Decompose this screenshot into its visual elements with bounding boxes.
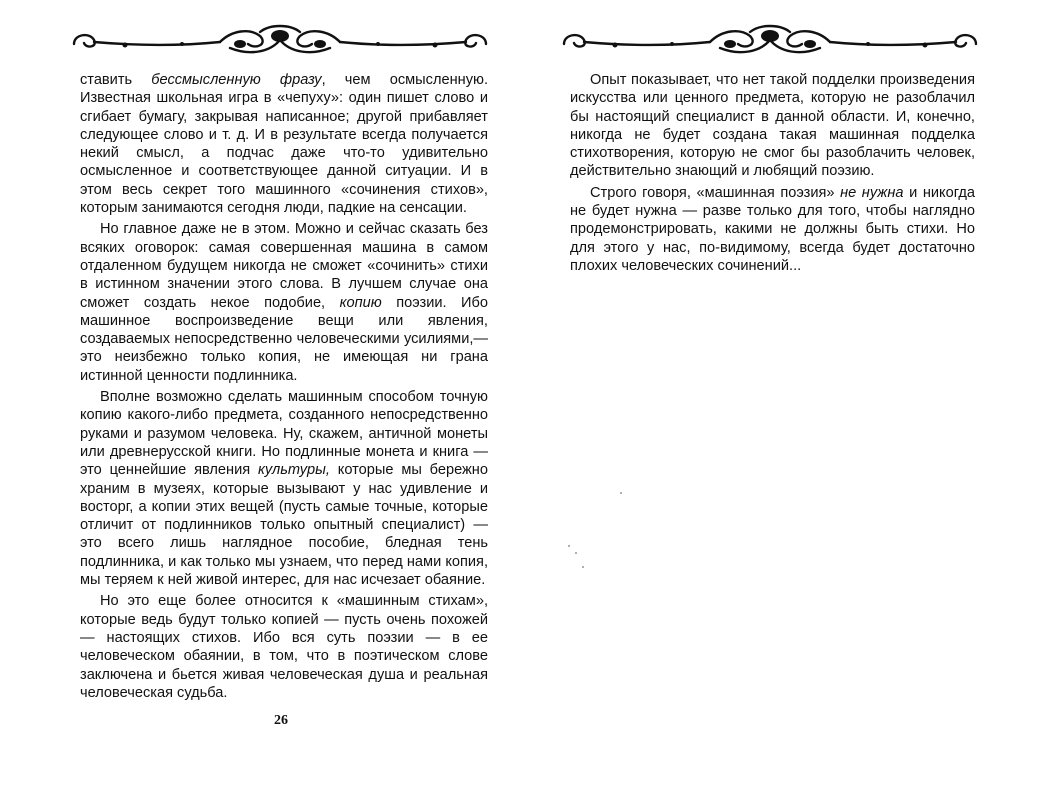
scan-speck xyxy=(582,566,584,568)
page-number: 26 xyxy=(274,713,288,728)
scan-speck xyxy=(575,552,577,554)
paragraph: ставить бессмысленную фразу, чем осмысленную. Известная школьная игра в «чепуху»: один пишет слово и сгибает бумагу, закрывая написанное; другой прибавляет следующее слово и т. д. И в результате всегда получается некий смысл, а подчас даже что-то удивительно осмысленное и соответствующее данной ситуации. И в этом весь секрет того машинного «сочинения стихов», которым занимаются сегодня люди, падкие на сенсации. xyxy=(80,72,488,217)
scroll-ornament-icon xyxy=(70,22,490,58)
paragraph: Опыт показывает, что нет такой подделки произведения искусства или ценного предмета, которую не разоблачил бы настоящий специалист в данной области. И, конечно, никогда не будет создана такая машинная подделка стихотворения, которую не смог бы разоблачить человек, действительно знающий и любящий поэзию. xyxy=(570,72,975,180)
scan-speck xyxy=(568,545,570,547)
scan-speck xyxy=(620,492,622,494)
scroll-ornament-icon xyxy=(560,22,980,58)
paragraph: Но это еще более относится к «машинным стихам», которые ведь будут только копией — пусть очень похожей — настоящих стихов. Ибо вся суть поэзии — в ее человеческом обаянии, в том, что в поэтическом слове заключена и бьется живая человеческая душа и реальная человеческая судьба. xyxy=(80,593,488,701)
paragraph: Вполне возможно сделать машинным способом точную копию какого-либо предмета, созданного непосредственно руками и разумом человека. Ну, скажем, античной монеты или древнерусской книги. Но подлинные монета и книга — это ценнейшие явления культуры, которые мы бережно храним в музеях, которые вызывают у нас удивление и восторг, а копии этих вещей (пусть самые точные, которые отличит от подлинников только опытный специалист) — это всего лишь наглядное пособие, бледная тень подлинника, и как только мы узнаем, что перед нами копия, мы теряем к ней живой интерес, для нас исчезает обаяние. xyxy=(80,389,488,589)
right-page-body xyxy=(570,71,975,278)
right-page xyxy=(520,0,1039,800)
paragraph: Строго говоря, «машинная поэзия» не нужна и никогда не будет нужна — разве только для того, чтобы наглядно продемонстрировать, какими не должны быть стихи. Но для этого у нас, по-видимому, всегда будет достаточно плохих человеческих сочинений... xyxy=(570,184,975,274)
paragraph: Но главное даже не в этом. Можно и сейчас сказать без всяких оговорок: самая совершенная машина в самом отдаленном будущем никогда не сможет «сочинить» стихи в истинном значении этого слова. В лучшем случае она сможет создать некое подобие, копию поэзии. Ибо машинное воспроизведение вещи или явления, создаваемых непосредственно человеческими усилиями,— это неизбежно только копия, не имеющая ни грана истинной ценности подлинника. xyxy=(80,221,488,384)
left-page-body xyxy=(80,71,488,705)
